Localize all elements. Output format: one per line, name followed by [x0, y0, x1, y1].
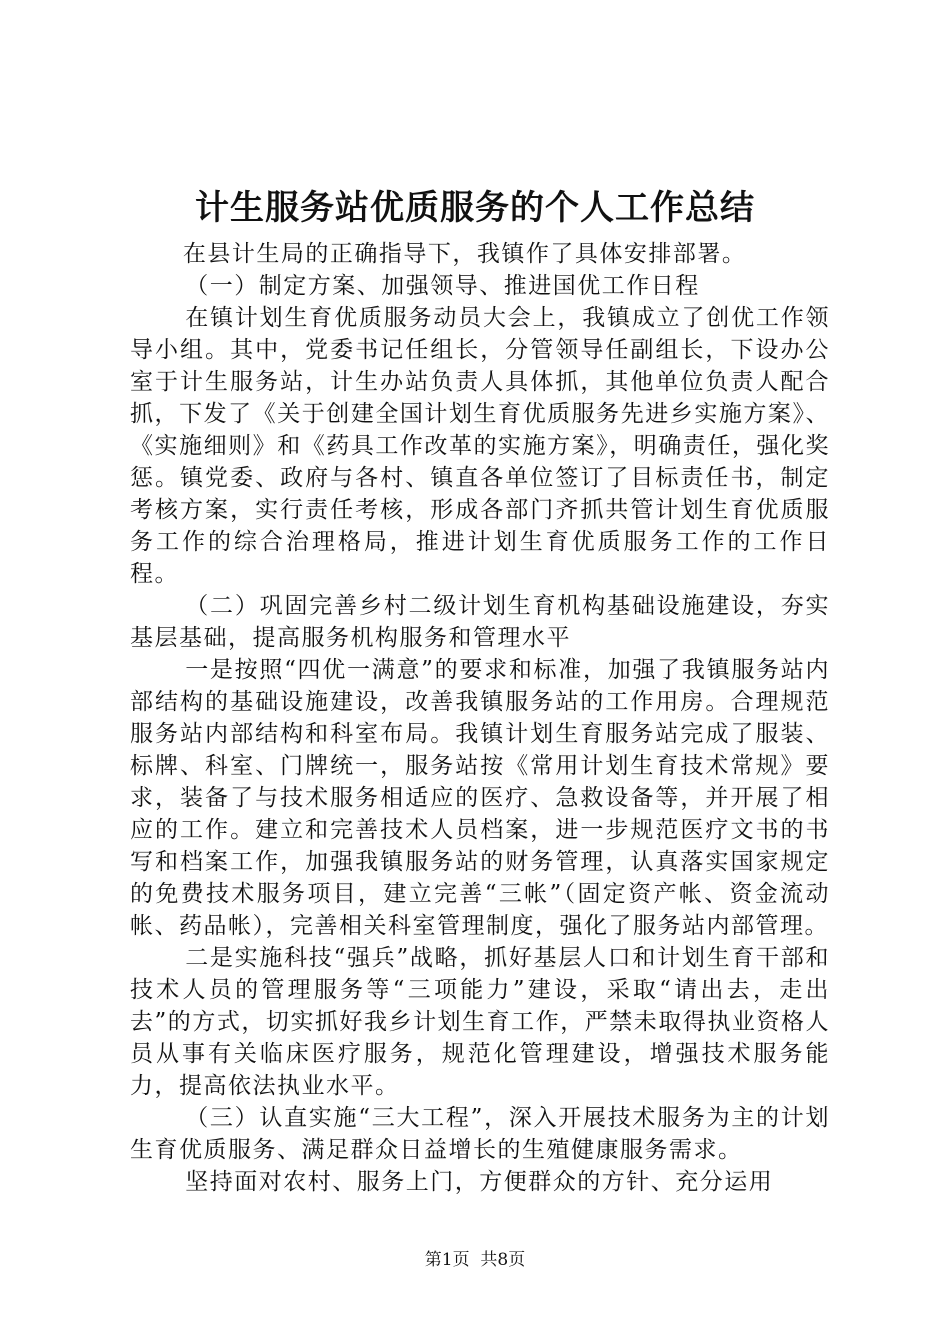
document-title: 计生服务站优质服务的个人工作总结 — [195, 188, 755, 228]
paragraph: 二是实施科技“强兵”战略，抓好基层人口和计划生育干部和技术人员的管理服务等“三项能力”建设，采取“请出去，走出去”的方式，切实抓好我乡计划生育工作，严禁未取得执业资格人员从事有关临床医疗服务，规范化管理建设，增强技术服务能力，提高依法执业水平。 — [130, 945, 830, 1099]
document-body — [130, 238, 830, 1198]
section-heading-1: （一）制定方案、加强领导、推进国优工作日程 — [185, 273, 700, 299]
page-number: 第1页 — [424, 1250, 470, 1270]
section-heading-3: （三）认直实施“三大工程”，深入开展技术服务为主的计划生育优质服务、满足群众日益增长的生殖健康服务需求。 — [130, 1105, 830, 1163]
paragraph: 坚持面对农村、服务上门，方便群众的方针、充分运用 — [185, 1169, 774, 1195]
page-footer — [0, 1248, 950, 1272]
page-total: 共8页 — [480, 1250, 526, 1270]
paragraph: 一是按照“四优一满意”的要求和标准，加强了我镇服务站内部结构的基础设施建设，改善我镇服务站的工作用房。合理规范服务站内部结构和科室布局。我镇计划生育服务站完成了服装、标牌、科室、门牌统一，服务站按《常用计划生育技术常规》要求，装备了与技术服务相适应的医疗、急救设备等，并开展了相应的工作。建立和完善技术人员档案，进一步规范医疗文书的书写和档案工作，加强我镇服务站的财务管理，认真落实国家规定的免费技术服务项目，建立完善“三帐”（固定资产帐、资金流动帐、药品帐），完善相关科室管理制度，强化了服务站内部管理。 — [130, 657, 830, 939]
paragraph: 在镇计划生育优质服务动员大会上，我镇成立了创优工作领导小组。其中，党委书记任组长，分管领导任副组长，下设办公室于计生服务站，计生办站负责人具体抓，其他单位负责人配合抓，下发了《关于创建全国计划生育优质服务先进乡实施方案》、《实施细则》和《药具工作改革的实施方案》，明确责任，强化奖惩。镇党委、政府与各村、镇直各单位签订了目标责任书，制定考核方案，实行责任考核，形成各部门齐抓共管计划生育优质服务工作的综合治理格局，推进计划生育优质服务工作的工作日程。 — [130, 305, 830, 587]
section-heading-2: （二）巩固完善乡村二级计划生育机构基础设施建设，夯实基层基础，提高服务机构服务和管理水平 — [130, 593, 830, 651]
paragraph-intro: 在县计生局的正确指导下，我镇作了具体安排部署。 — [182, 241, 747, 267]
